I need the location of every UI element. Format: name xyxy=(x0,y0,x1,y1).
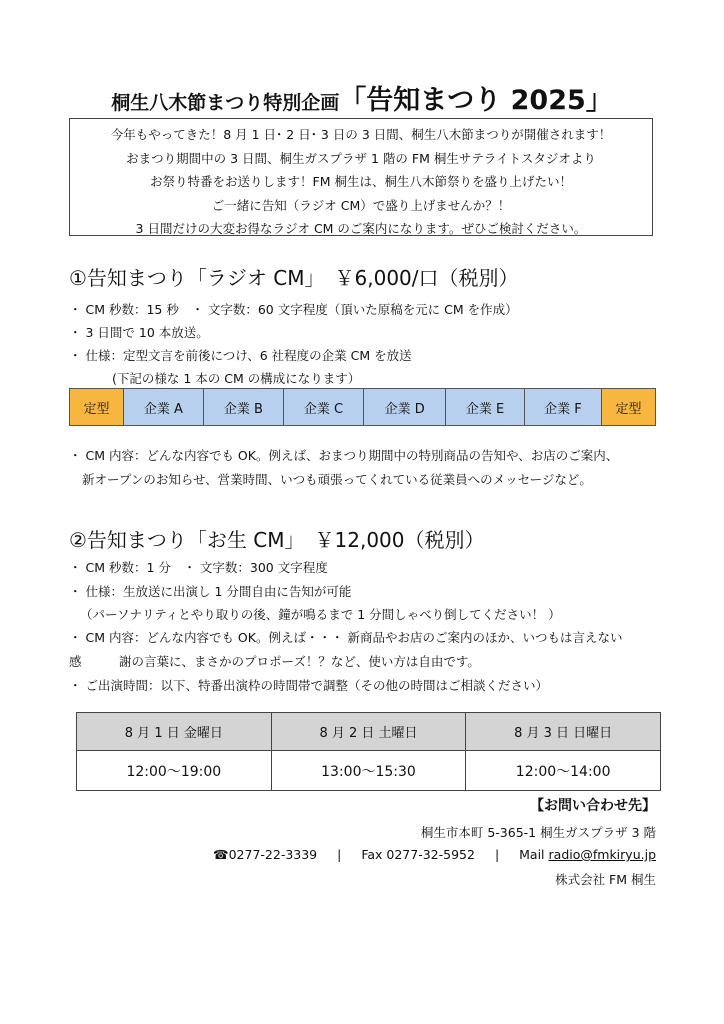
intro-line: お祭り特番をお送りします！FM 桐生は、桐生八木節祭りを盛り上げたい！ xyxy=(150,174,572,189)
intro-line: 3 日間だけの大変お得なラジオ CM のご案内になります。ぜひご検討ください。 xyxy=(135,221,587,236)
cm-slot-fixed: 定型 xyxy=(70,389,124,426)
section2-line: （パーソナリティとやり取りの後、鐘が鳴るまで 1 分間しゃべり倒してください！ ） xyxy=(80,607,561,622)
schedule-day: 8 月 2 日 土曜日 xyxy=(271,713,466,751)
company-name: 株式会社 FM 桐生 xyxy=(555,872,656,887)
separator: | xyxy=(337,847,342,862)
contact-address: 桐生市本町 5-365-1 桐生ガスプラザ 3 階 xyxy=(420,825,656,840)
cm-slot-company: 企業 B xyxy=(203,389,283,426)
separator: | xyxy=(494,847,500,862)
mail-link[interactable]: radio@fmkiryu.jp xyxy=(548,847,656,862)
fax-number: Fax 0277-32-5952 xyxy=(361,847,475,862)
schedule-day: 8 月 1 日 金曜日 xyxy=(77,713,272,751)
intro-line: ご一緒に告知（ラジオ CM）で盛り上げませんか？！ xyxy=(211,197,511,213)
section1-bullet: ・ CM 秒数：15 秒 ・ 文字数：60 文字程度（頂いた原稿を元に CM を作成） xyxy=(69,302,518,317)
mail-label: Mail xyxy=(519,847,545,862)
schedule-day: 8 月 3 日 日曜日 xyxy=(466,713,661,751)
intro-line: 今年もやってきた！8 月 1 日･ 2 日･ 3 日の 3 日間、桐生八木節まつりが開催されます！ xyxy=(110,127,612,142)
section2-line: ・ 仕様：生放送に出演し 1 分間自由に告知が可能 xyxy=(69,584,352,599)
page-title xyxy=(0,78,724,117)
cm-slot-company: 企業 E xyxy=(446,389,525,426)
schedule-time: 13:00～15:30 xyxy=(271,751,466,791)
schedule-table xyxy=(76,712,661,791)
contact-heading: 【お問い合わせ先】 xyxy=(530,798,656,814)
section1-note: (下記の様な 1 本の CM の構成になります） xyxy=(112,371,361,386)
phone-number: ☎0277-22-3339 xyxy=(213,847,318,862)
section2-line: ・ CM 秒数：1 分 ・ 文字数：300 文字程度 xyxy=(69,560,328,575)
section1-content: ・ CM 内容：どんな内容でも OK。例えば、おまつり期間中の特別商品の告知や、お店のご案内、 xyxy=(69,448,619,463)
section1-bullet: ・ 仕様：定型文言を前後につけ、6 社程度の企業 CM を放送 xyxy=(69,348,412,363)
intro-box xyxy=(69,118,653,236)
schedule-time: 12:00～14:00 xyxy=(466,751,661,791)
intro-line: おまつり期間中の 3 日間、桐生ガスプラザ 1 階の FM 桐生サテライトスタジオより xyxy=(126,150,596,166)
cm-slot-company: 企業 C xyxy=(283,389,363,426)
contact-line xyxy=(213,847,656,862)
section2-line: ・ ご出演時間：以下、特番出演枠の時間帯で調整（その他の時間はご相談ください） xyxy=(69,678,548,693)
section2-line: ・ CM 内容：どんな内容でも OK。例えば・・・ 新商品やお店のご案内のほか、いつもは言えない xyxy=(69,630,623,645)
section2-heading: ②告知まつり「お生 CM」 ￥12,000（税別） xyxy=(69,528,485,552)
section1-content: 新オープンのお知らせ、営業時間、いつも頑張ってくれている従業員へのメッセージなど。 xyxy=(82,472,592,487)
section1-heading: ①告知まつり「ラジオ CM」 ￥6,000/口（税別） xyxy=(69,266,519,290)
cm-slot-company: 企業 A xyxy=(123,389,203,426)
cm-structure-table xyxy=(69,388,656,426)
title-highlight: 「告知まつり 2025」 xyxy=(339,85,613,116)
cm-slot-company: 企業 D xyxy=(364,389,446,426)
section1-bullet: ・ 3 日間で 10 本放送。 xyxy=(69,325,209,340)
cm-slot-fixed: 定型 xyxy=(602,389,656,426)
section2-line: 感 謝の言葉に、まさかのプロポーズ！？など、使い方は自由です。 xyxy=(69,654,480,669)
cm-slot-company: 企業 F xyxy=(524,389,601,426)
schedule-time: 12:00～19:00 xyxy=(77,751,272,791)
title-main: 桐生八木節まつり特別企画 xyxy=(111,92,340,114)
